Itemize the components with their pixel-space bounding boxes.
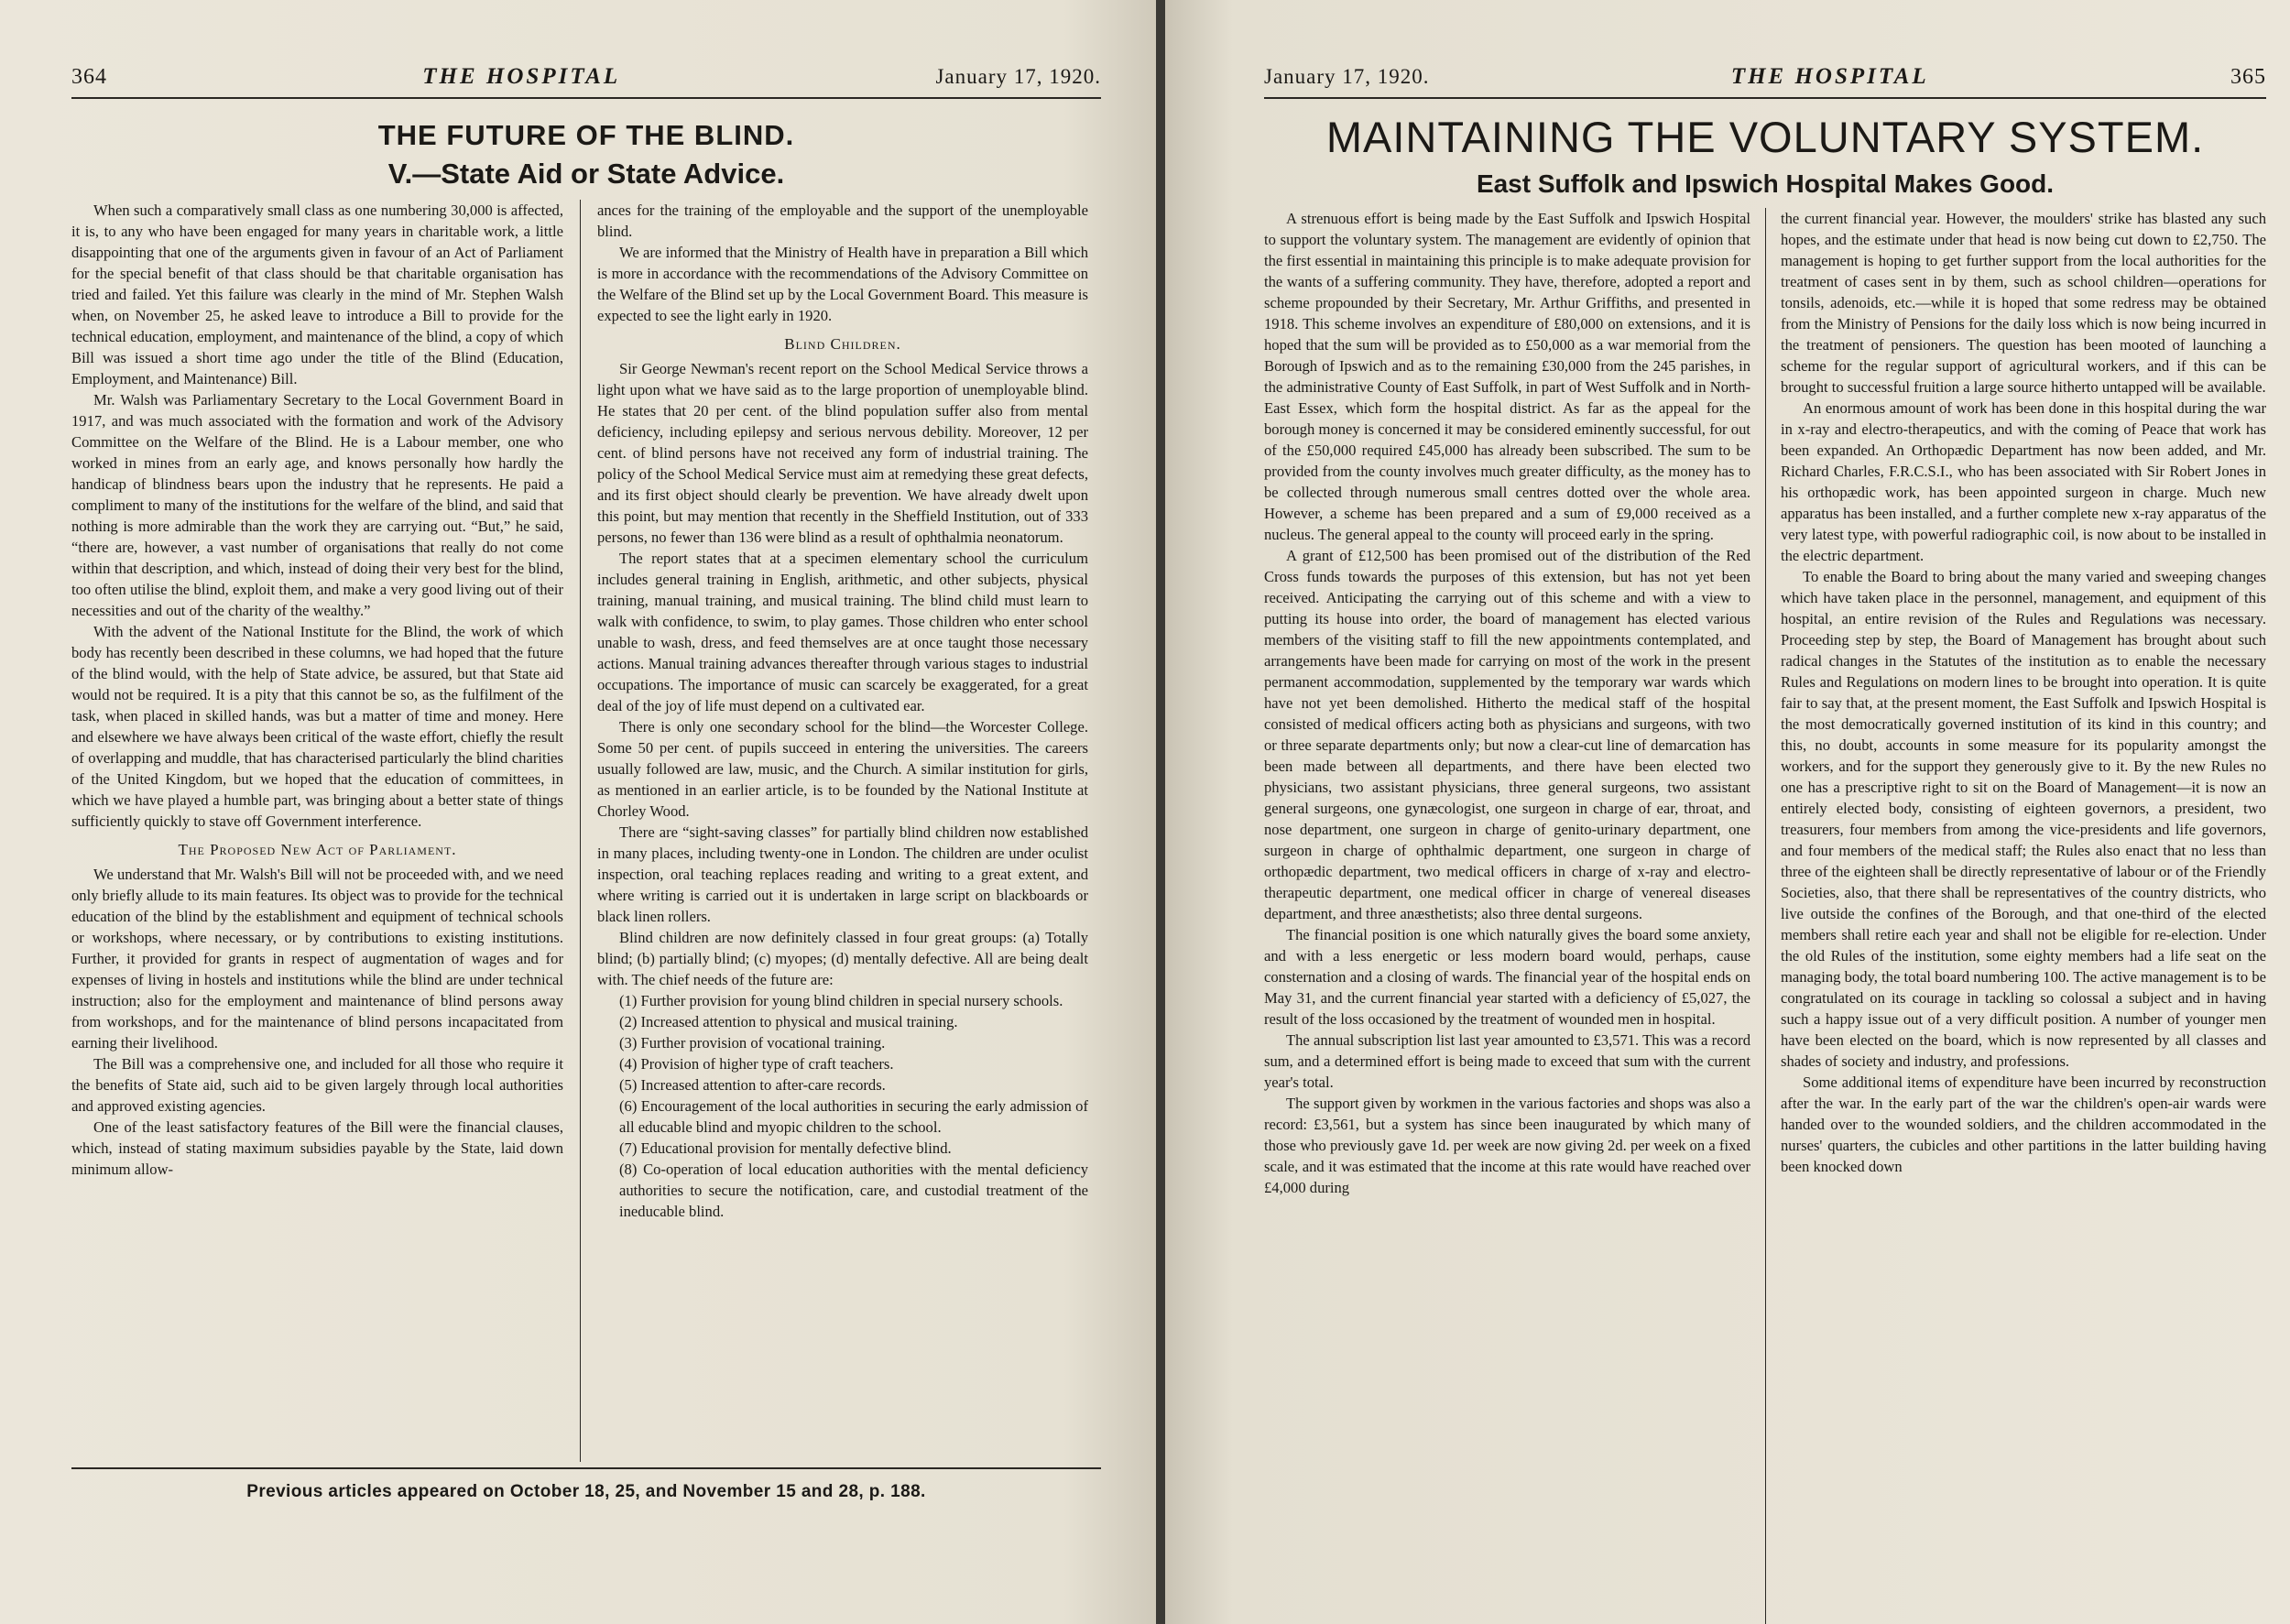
list-item: (3) Further provision of vocational training.: [619, 1034, 886, 1052]
article-subheadline-blind: V.—State Aid or State Advice.: [387, 158, 785, 190]
paragraph: The support given by workmen in the various factories and shops was also a record: £3,561, but a system has since been inaugurated by which many of those who previously gave 1d. per week are now giving 2d. per week on a fixed scale, and it was estimated that the income at this rate would have reached over £4,000 during: [1264, 1095, 1750, 1196]
paragraph: The Bill was a comprehensive one, and included for all those who require it the benefits of State aid, such aid to be given largely through local authorities and approved existing agencies.: [71, 1055, 563, 1115]
paragraph: The report states that at a specimen elementary school the curriculum includes general training in English, arithmetic, and other subjects, physical training, manual training, and musical training. The blind child must learn to walk with confidence, to swim, to play games. Those children who enter school unable to wash, dress, and feed themselves are at once taught those necessary actions. Manual training advances thereafter through various stages to industrial occupations. The importance of music can scarcely be exaggerated, for a great deal of the joy of life must depend on a cultivated ear.: [597, 550, 1088, 714]
article-headline-voluntary: MAINTAINING THE VOLUNTARY SYSTEM.: [1325, 113, 2205, 161]
column-right-1: [1264, 208, 1765, 1624]
running-head-right: [1264, 64, 2266, 99]
list-item: (4) Provision of higher type of craft teachers.: [619, 1055, 894, 1073]
article-subheadline-voluntary: East Suffolk and Ipswich Hospital Makes Good.: [1476, 169, 2055, 198]
paragraph: We understand that Mr. Walsh's Bill will not be proceeded with, and we need only briefly allude to its main features. Its object was to provide for the technical education of the blind by the establishment and equipment of technical schools or workshops, where necessary, or by contributions to existing institutions. Further, it provided for grants in respect of augmentation of wages and for expenses of living in hostels and institutions while the blind are under technical instruction; also for the employment and maintenance of blind persons away from workshops, and for the maintenance of blind persons incapacitated from earning their livelihood.: [71, 866, 563, 1052]
paragraph: Sir George Newman's recent report on the School Medical Service throws a light upon what we have said as to the large proportion of unemployable blind. He states that 20 per cent. of the blind population suffer also from mental deficiency, including epilepsy and serious nervous debility. Moreover, 12 per cent. of blind persons have not received any form of industrial training. The policy of the School Medical Service must aim at remedying these great defects, and its first object should clearly be prevention. We have already dwelt upon this point, but may mention that recently in the Sheffield Institution, out of 333 persons, no fewer than 136 were blind as a result of ophthalmia neonatorum.: [597, 360, 1088, 546]
paragraph: There are “sight-saving classes” for partially blind children now established in many places, including twenty-one in London. The children are under oculist inspection, oral teaching replaces reading and writing to a great extent, and where writing is carried out it is undertaken in large script on blackboards or black linen rollers.: [597, 823, 1088, 925]
column-right-2: [1765, 208, 2266, 1624]
paragraph: We are informed that the Ministry of Health have in preparation a Bill which is more in accordance with the recommendations of the Advisory Committee on the Welfare of the Blind set up by the Local Government Board. This measure is expected to see the light early in 1920.: [597, 244, 1088, 324]
paragraph: A grant of £12,500 has been promised out of the distribution of the Red Cross funds towards the purposes of this extension, but has not yet been received. Anticipating the carrying out of this scheme and with a view to putting its house into order, the board of management has elected various members of the visiting staff to fill the new appointments contemplated, and arrangements have been made for carrying on most of the work in the present permanent accommodation, supplemented by the temporary war wards which have not yet been demolished. Hitherto the medical staff of the hospital consisted of medical officers acting both as physicians and surgeons, with two or three separate departments only; but now a clear-cut line of demarcation has been made between all departments, and there have been elected two physicians, two assistant physicians, three general surgeons, two assistant general surgeons, one gynæcologist, one surgeon in charge of ear, throat, and nose department, one surgeon in charge of genito-urinary department, one surgeon in charge of ophthalmic department, one surgeon in charge of orthopædic department, two medical officers in charge of x-ray and electro-therapeutic department, one medical officer in charge of venereal diseases department, and three anæsthetists; also three dental surgeons.: [1264, 547, 1750, 922]
page-number-right: 365: [2230, 65, 2266, 89]
list-item: (2) Increased attention to physical and musical training.: [619, 1013, 958, 1030]
date-left: January 17, 1920.: [935, 65, 1101, 88]
paragraph: The annual subscription list last year amounted to £3,571. This was a record sum, and a determined effort is being made to exceed that sum with the current year's total.: [1264, 1031, 1750, 1091]
paragraph: the current financial year. However, the moulders' strike has blasted any such hopes, and the estimate under that head is now being cut down to £2,750. The management is hoping to get further support from the local authorities for the treatment of cases sent in by them, such as school children—operations for tonsils, adenoids, etc.—while it is hoped that some redress may be obtained from the Ministry of Pensions for the daily loss which is now being incurred in the treatment of pensioners. The question has been mooted of launching a scheme for the regular support of agricultural workers, and if this can be brought to successful fruition a large source hitherto untapped will be available.: [1781, 210, 2266, 396]
paragraph: The financial position is one which naturally gives the board some anxiety, and with a less energetic or less modern board would, perhaps, cause consternation and a closing of wards. The financial year of the hospital ends on May 31, and the current financial year started with a deficiency of £5,027, the result of the loss occasioned by the treatment of wounded men in hospital.: [1264, 926, 1750, 1028]
paragraph: Blind children are now definitely classed in four great groups: (a) Totally blind; (b) partially blind; (c) myopes; (d) mentally defective. All are being dealt with. The chief needs of the future are:: [597, 929, 1088, 988]
paragraph: Some additional items of expenditure have been incurred by reconstruction after the war. In the early part of the war the children's open-air wards were handed over to the wounded soldiers, and the children accommodated in the nurses' quarters, the cubicles and other partitions in the latter building having been knocked down: [1781, 1074, 2266, 1175]
running-title-right: THE HOSPITAL: [1730, 64, 1929, 89]
page-number-left: 364: [71, 65, 107, 89]
paragraph: Mr. Walsh was Parliamentary Secretary to the Local Government Board in 1917, and was much associated with the formation and work of the Advisory Committee on the Welfare of the Blind. He is a Labour member, one who worked in mines from an early age, and knows personally how hardly the handicap of blindness bears upon the industry that he represents. He paid a compliment to many of the institutions for the welfare of the blind, and said that nothing is more admirable than the work they are carrying out. “But,” he said, “there are, however, a vast number of organisations that really do not come within that description, and which, instead of doing their very best for the blind, too often utilise the blind, exploit them, and make a very good living out of their necessities and out of the charity of the wealthy.”: [71, 391, 563, 619]
running-head-left: [71, 64, 1101, 99]
running-title-left: THE HOSPITAL: [422, 64, 621, 89]
footer-previous-articles: Previous articles appeared on October 18, 25, and November 15 and 28, p. 188.: [246, 1482, 926, 1501]
page-gutter: [1156, 0, 1165, 1624]
paragraph: When such a comparatively small class as one numbering 30,000 is affected, it is, to any who have been engaged for many years in charitable work, a little disappointing that one of the arguments given in favour of an Act of Parliament for the special benefit of that class should be that charitable organisation has tried and failed. Yet this failure was clearly in the mind of Mr. Stephen Walsh when, on November 25, he asked leave to introduce a Bill to provide for the technical education, employment, and maintenance of the blind, a copy of which Bill was issued a short time ago under the title of the Blind (Education, Employment, and Maintenance) Bill.: [71, 202, 563, 387]
article-headline-blind: THE FUTURE OF THE BLIND.: [377, 119, 795, 151]
list-item: (1) Further provision for young blind children in special nursery schools.: [619, 992, 1063, 1009]
paragraph: An enormous amount of work has been done in this hospital during the war in x-ray and electro-therapeutics, and with the coming of Peace that work has been expanded. An Orthopædic Department has now been added, and Mr. Richard Charles, F.R.C.S.I., who has been associated with Sir Robert Jones in his orthopædic work, has been appointed surgeon in charge. Much new apparatus has been installed, and a further complete new x-ray apparatus of the very latest type, with powerful radiographic coil, is now about to be installed in the electric department.: [1781, 399, 2266, 564]
section-heading-new-act: The Proposed New Act of Parliament.: [178, 841, 457, 858]
article-body-blind: [71, 200, 1101, 1462]
paragraph: With the advent of the National Institute for the Blind, the work of which body has recently been described in these columns, we had hoped that the future of the blind would, with the help of State advice, be assured, but that State aid would not be required. It is a pity that this cannot be so, as the fulfilment of the task, when placed in skilled hands, was but a matter of time and money. Here and elsewhere we have always been critical of the waste effort, chiefly the result of overlapping and muddle, that has characterised particularly the blind charities of the United Kingdom, but we hoped that the education of committees, in which we have played a humble part, was bringing about a better state of things sufficiently quickly to stave off Government interference.: [71, 623, 563, 830]
paragraph: There is only one secondary school for the blind—the Worcester College. Some 50 per cent. of pupils succeed in entering the universities. The careers usually followed are law, music, and the Church. A similar institution for girls, as mentioned in an earlier article, is to be founded by the National Institute at Chorley Wood.: [597, 718, 1088, 820]
section-heading-blind-children: Blind Children.: [784, 335, 901, 353]
footer-rule: [71, 1467, 1101, 1469]
right-page: [1165, 0, 2290, 1624]
paragraph: ances for the training of the employable and the support of the unemployable blind.: [597, 202, 1088, 240]
date-right: January 17, 1920.: [1264, 65, 1430, 88]
list-item: (7) Educational provision for mentally defective blind.: [619, 1139, 952, 1157]
list-item: (8) Co-operation of local education authorities with the mental deficiency authorities to secure the notification, care, and custodial treatment of the ineducable blind.: [619, 1161, 1088, 1220]
list-item: (5) Increased attention to after-care records.: [619, 1076, 886, 1094]
list-item: (6) Encouragement of the local authorities in securing the early admission of all educable blind and myopic children to the school.: [619, 1097, 1088, 1136]
article-body-voluntary: [1264, 208, 2266, 1624]
column-left-1: [71, 200, 580, 1462]
paragraph: To enable the Board to bring about the many varied and sweeping changes which have taken place in the personnel, management, and equipment of this hospital, an entire revision of the Rules and Regulations was necessary. Proceeding step by step, the Board of Management has brought about such radical changes in the Statutes of the institution as to enable the necessary Rules and Regulations on modern lines to be brought into operation. It is quite fair to say that, at the present moment, the East Suffolk and Ipswich Hospital is the most democratically governed institution of its kind in this country; and this, no doubt, accounts in some measure for its popularity amongst the workers, and for the support they generously give to it. By the new Rules no one has a prescriptive right to sit on the Board of Management—it is now an entirely elected body, consisting of eighteen governors, a president, two treasurers, four members from among the vice-presidents and life governors, and four members of the medical staff; the Rules also enact that no less than three of the eighteen shall be directly representative of labour or of the Friendly Societies, also, that there shall be representatives of the country districts, who live outside the confines of the Borough, and that one-third of the elected members shall retire each year and shall not be eligible for re-election. Under the old Rules of the institution, some eighty members had a life seat on the managing body, the total board numbering 100. The active management is to be congratulated on its courage in tackling so colossal a subject and in having such a happy issue out of a very difficult position. A number of younger men have been elected on the board, which is now represented by all classes and shades of society and industry, and professions.: [1781, 568, 2266, 1070]
paragraph: One of the least satisfactory features of the Bill were the financial clauses, which, instead of stating maximum subsidies payable by the State, laid down minimum allow-: [71, 1118, 563, 1178]
paragraph: A strenuous effort is being made by the East Suffolk and Ipswich Hospital to support the voluntary system. The management are evidently of opinion that the first essential in maintaining this principle is to make adequate provision for the wants of a suffering community. They have, therefore, adopted a report and scheme propounded by their Secretary, Mr. Arthur Griffiths, and presented in 1918. This scheme involves an expenditure of £80,000 on extensions, and it is hoped that the sum will be provided as to £50,000 as a war memorial from the Borough of Ipswich and as to the remaining £30,000 from the 245 parishes, in the administrative County of East Suffolk, in part of West Suffolk and in North-East Essex, which form the hospital district. As far as the appeal for the borough money is concerned it may be considered eminently successful, for out of the £50,000 required £45,000 has already been subscribed. The sum to be provided from the county involves much greater difficulty, as the money has to be collected through numerous small centres dotted over the whole area. However, a scheme has been prepared and a sum of £9,000 received as a nucleus. The general appeal to the county will proceed early in the spring.: [1264, 210, 1750, 543]
column-left-2: [580, 200, 1088, 1462]
